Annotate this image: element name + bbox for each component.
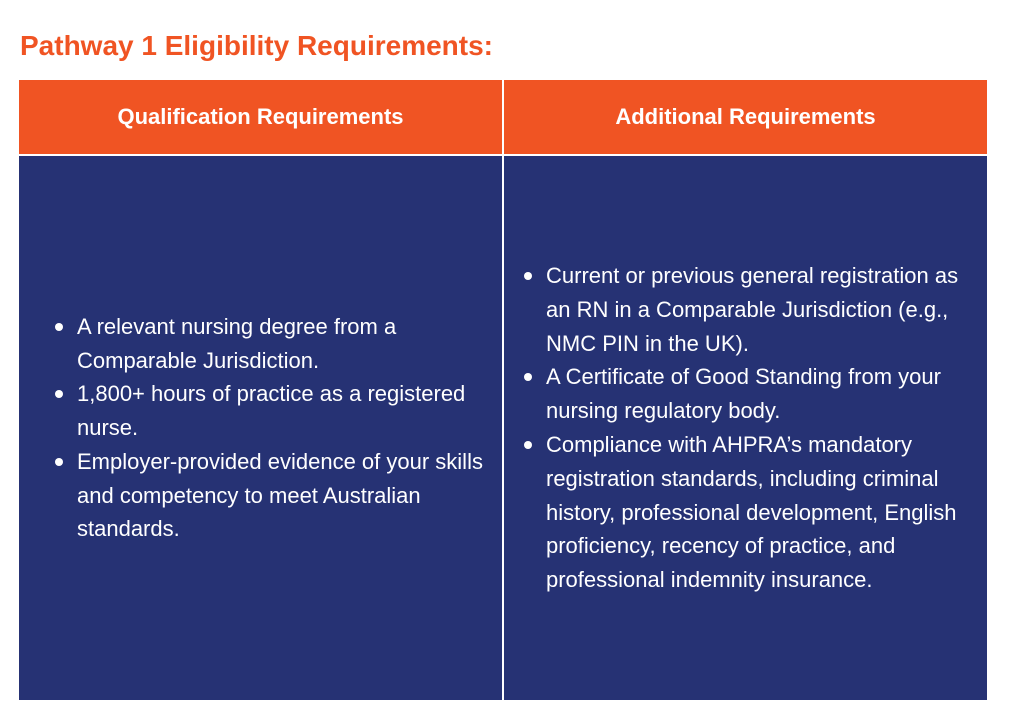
additional-requirements-cell — [504, 156, 987, 700]
page-title: Pathway 1 Eligibility Requirements: — [20, 30, 494, 61]
list-item: Current or previous general registration as an RN in a Comparable Jurisdiction (e.g., NMC PIN in the UK). — [524, 259, 975, 360]
list-item: Employer-provided evidence of your skills and competency to meet Australian standards. — [55, 445, 488, 546]
list-item: A relevant nursing degree from a Comparable Jurisdiction. — [55, 310, 488, 378]
qualification-requirements-cell — [19, 156, 502, 700]
header-additional-requirements: Additional Requirements — [504, 80, 987, 154]
additional-requirements-list — [524, 259, 975, 597]
list-item: A Certificate of Good Standing from your nursing regulatory body. — [524, 360, 975, 428]
qualification-requirements-list — [55, 310, 488, 547]
requirements-table — [19, 80, 987, 700]
header-qualification-requirements: Qualification Requirements — [19, 80, 502, 154]
list-item: Compliance with AHPRA’s mandatory registration standards, including criminal history, professional development, English proficiency, recency of practice, and professional indemnity insurance. — [524, 428, 975, 597]
list-item: 1,800+ hours of practice as a registered nurse. — [55, 377, 488, 445]
